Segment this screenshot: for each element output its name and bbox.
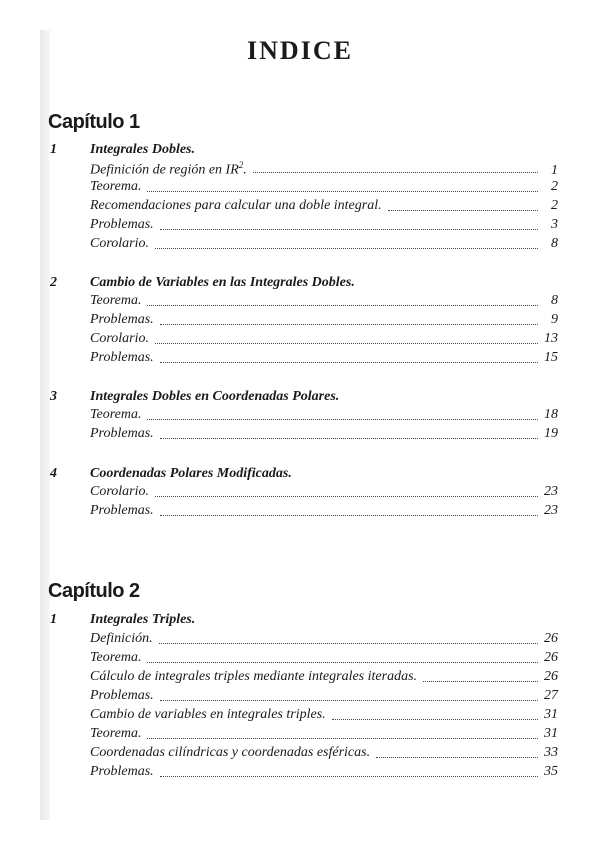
toc-entry-label: Teorema.: [90, 179, 142, 194]
toc-page-number: 33: [544, 745, 558, 760]
binding-shadow: [40, 30, 50, 820]
toc-entry-label: Recomendaciones para calcular una doble integral.: [90, 198, 382, 213]
toc-page-number: 26: [544, 631, 558, 646]
toc-entry: [90, 484, 558, 502]
toc-entry-label: Problemas.: [90, 764, 154, 779]
toc-page-number: 8: [551, 236, 558, 251]
toc-page-number: 15: [544, 350, 558, 365]
toc-page-number: 27: [544, 688, 558, 703]
toc-entry: [90, 726, 558, 744]
leader-dots: [423, 681, 538, 682]
toc-page-number: 26: [544, 669, 558, 684]
toc-entry: [90, 331, 558, 349]
toc-page-number: 23: [544, 503, 558, 518]
toc-entry-label: Teorema.: [90, 726, 142, 741]
toc-page-number: 2: [551, 179, 558, 194]
leader-dots: [160, 776, 538, 777]
toc-entry-label: Definición.: [90, 631, 153, 646]
toc-entry: [90, 631, 558, 649]
toc-entry-label: Problemas.: [90, 503, 154, 518]
toc-entry: [90, 669, 558, 687]
leader-dots: [155, 343, 538, 344]
leader-dots: [160, 700, 538, 701]
leader-dots: [160, 229, 538, 230]
section-title: Cambio de Variables en las Integrales Dobles.: [90, 275, 355, 290]
toc-entry-label: Teorema.: [90, 407, 142, 422]
section-number: 3: [50, 389, 57, 404]
toc-entry-label: Problemas.: [90, 312, 154, 327]
leader-dots: [160, 362, 538, 363]
section-title: Integrales Dobles.: [90, 142, 195, 157]
section-number: 4: [50, 466, 57, 481]
toc-entry: [90, 764, 558, 782]
section-title: Integrales Triples.: [90, 612, 196, 627]
toc-entry: [90, 650, 558, 668]
toc-entry-label: Corolario.: [90, 331, 149, 346]
toc-page-number: 3: [551, 217, 558, 232]
toc-entry: [90, 688, 558, 706]
leader-dots: [155, 248, 538, 249]
toc-entry-label: Corolario.: [90, 236, 149, 251]
leader-dots: [147, 662, 538, 663]
section-title: Integrales Dobles en Coordenadas Polares.: [90, 389, 340, 404]
section-title: Coordenadas Polares Modificadas.: [90, 466, 292, 481]
toc-entry-label: Coordenadas cilíndricas y coordenadas esféricas.: [90, 745, 371, 760]
leader-dots: [253, 172, 538, 173]
toc-entry: [90, 350, 558, 368]
leader-dots: [147, 305, 538, 306]
toc-entry: [90, 426, 558, 444]
toc-entry-label: Problemas.: [90, 426, 154, 441]
leader-dots: [160, 515, 538, 516]
toc-entry-label: Problemas.: [90, 350, 154, 365]
toc-entry: [90, 236, 558, 254]
leader-dots: [159, 643, 538, 644]
toc-entry: [90, 503, 558, 521]
toc-entry-label: Corolario.: [90, 484, 149, 499]
toc-entry: [90, 707, 558, 725]
leader-dots: [147, 738, 538, 739]
toc-page-number: 26: [544, 650, 558, 665]
toc-page-number: 31: [544, 726, 558, 741]
toc-entry: [90, 745, 558, 763]
toc-entry: [90, 217, 558, 235]
toc-page-number: 2: [551, 198, 558, 213]
toc-entry: [90, 407, 558, 425]
page-title: INDICE: [247, 36, 353, 65]
toc-entry: [90, 198, 558, 216]
toc-entry-label: Cambio de variables en integrales triples.: [90, 707, 326, 722]
leader-dots: [147, 419, 538, 420]
toc-entry-label: Problemas.: [90, 217, 154, 232]
chapter-heading: Capítulo 1: [48, 111, 140, 133]
toc-page-number: 13: [544, 331, 558, 346]
leader-dots: [388, 210, 538, 211]
toc-entry-label: Teorema.: [90, 293, 142, 308]
toc-page-number: 35: [544, 764, 558, 779]
toc-entry-label: Problemas.: [90, 688, 154, 703]
toc-entry: [90, 293, 558, 311]
toc-page-number: 23: [544, 484, 558, 499]
section-number: 2: [50, 275, 57, 290]
chapter-heading: Capítulo 2: [48, 580, 140, 602]
toc-entry-label: Cálculo de integrales triples mediante integrales iteradas.: [90, 669, 418, 684]
leader-dots: [147, 191, 538, 192]
toc-page-number: 1: [551, 162, 558, 178]
section-number: 1: [50, 142, 57, 157]
toc-page-number: 9: [551, 312, 558, 327]
toc-entry-label: Definición de región en $IR^2$.: [90, 160, 247, 178]
toc-entry: [90, 160, 558, 178]
toc-page-number: 31: [544, 707, 558, 722]
leader-dots: [160, 324, 538, 325]
toc-page-number: 18: [544, 407, 558, 422]
toc-entry: [90, 179, 558, 197]
leader-dots: [332, 719, 538, 720]
leader-dots: [376, 757, 538, 758]
section-number: 1: [50, 612, 57, 627]
toc-page-number: 8: [551, 293, 558, 308]
leader-dots: [155, 496, 538, 497]
toc-entry-label: Teorema.: [90, 650, 142, 665]
toc-page-number: 19: [544, 426, 558, 441]
leader-dots: [160, 438, 538, 439]
toc-entry: [90, 312, 558, 330]
